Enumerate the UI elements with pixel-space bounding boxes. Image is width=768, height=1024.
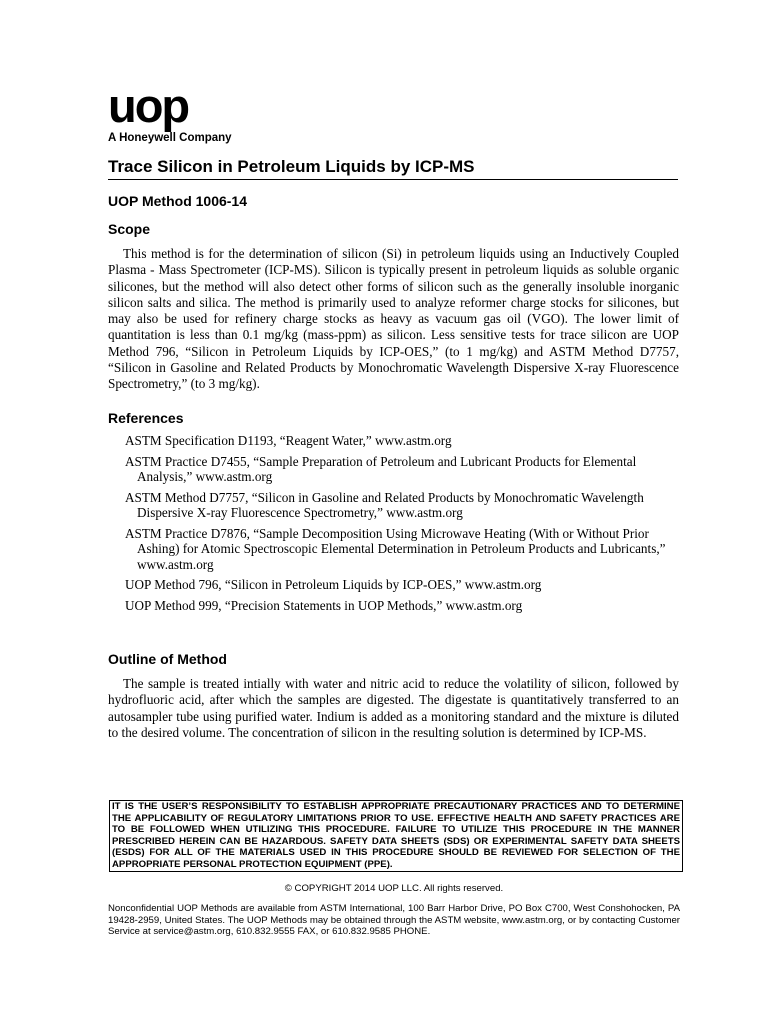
reference-item: ASTM Practice D7876, “Sample Decomposition Using Microwave Heating (With or Without Prior Ashing) for Atomic Spectroscopic Elemental Determination in Petroleum Products and Lubricants,” www.astm.org xyxy=(125,525,666,572)
reference-item: ASTM Method D7757, “Silicon in Gasoline and Related Products by Monochromatic Wavelength Dispersive X-ray Fluorescence Spectrometry,” www.astm.org xyxy=(125,489,644,520)
document-title: Trace Silicon in Petroleum Liquids by ICP-MS xyxy=(108,156,678,180)
copyright-notice: © COPYRIGHT 2014 UOP LLC. All rights reserved. xyxy=(284,883,504,894)
reference-item: UOP Method 796, “Silicon in Petroleum Liquids by ICP-OES,” www.astm.org xyxy=(125,577,542,592)
outline-heading: Outline of Method xyxy=(108,651,227,667)
reference-item: ASTM Specification D1193, “Reagent Water,” www.astm.org xyxy=(125,433,452,448)
method-number: UOP Method 1006-14 xyxy=(108,193,248,209)
scope-paragraph: This method is for the determination of silicon (Si) in petroleum liquids using an Inductively Coupled Plasma - Mass Spectrometer (ICP-MS). Silicon is typically present in petroleum liquids as soluble organic silicones, but the method will also detect other forms of silicon such as the generally insoluble inorganic silicon salts and silica. The method is primarily used to analyze reformer charge stocks for silicones, but may also be used for refinery charge stocks as heavy as vacuum gas oil (VGO). The lower limit of quantitation is less than 0.1 mg/kg (mass-ppm) as silicon. Less sensitive tests for trace silicon are UOP Method 796, “Silicon in Petroleum Liquids by ICP-OES,” (to 1 mg/kg) and ASTM Method D7757, “Silicon in Gasoline and Related Products by Monochromatic Wavelength Dispersive X-ray Fluorescence Spectrometry,” (to 3 mg/kg). xyxy=(108,246,679,392)
logo-wordmark: uop xyxy=(108,79,189,132)
scope-heading: Scope xyxy=(108,221,151,237)
uop-logo xyxy=(108,79,232,145)
safety-warning-box: IT IS THE USER’S RESPONSIBILITY TO ESTABLISH APPROPRIATE PRECAUTIONARY PRACTICES AND TO DETERMINE THE APPLICABILITY OF REGULATORY LIMITATIONS PRIOR TO USE. EFFECTIVE HEALTH AND SAFETY PRACTICES ARE TO BE FOLLOWED WHEN UTILIZING THIS PROCEDURE. FAILURE TO UTILIZE THIS PROCEDURE IN THE MANNER PRESCRIBED HEREIN CAN BE HAZARDOUS. SAFETY DATA SHEETS (SDS) OR EXPERIMENTAL SAFETY DATA SHEETS (ESDS) FOR ALL OF THE MATERIALS USED IN THIS PROCEDURE SHOULD BE REVIEWED FOR SELECTION OF THE APPROPRIATE PERSONAL PROTECTION EQUIPMENT (PPE). xyxy=(109,800,683,872)
reference-item: ASTM Practice D7455, “Sample Preparation of Petroleum and Lubricant Products for Elemental Analysis,” www.astm.org xyxy=(125,453,637,484)
outline-paragraph: The sample is treated intially with water and nitric acid to reduce the volatility of silicon, followed by hydrofluoric acid, after which the samples are digested. The digestate is quantitatively transferred to an autosampler tube using purified water. Indium is added as a monitoring standard and the mixture is diluted to the desired volume. The concentration of silicon in the resulting solution is determined by ICP-MS. xyxy=(108,676,679,740)
reference-item: UOP Method 999, “Precision Statements in UOP Methods,” www.astm.org xyxy=(125,597,523,613)
logo-tagline: A Honeywell Company xyxy=(108,132,232,144)
references-list xyxy=(125,433,685,618)
availability-footer: Nonconfidential UOP Methods are available from ASTM International, 100 Barr Harbor Drive, PO Box C700, West Conshohocken, PA 19428-2959, United States. The UOP Methods may be obtained through the ASTM website, www.astm.org, or by contacting Customer Service at service@astm.org, 610.832.9555 FAX, or 610.832.9585 PHONE. xyxy=(108,903,680,938)
references-heading: References xyxy=(108,410,184,426)
